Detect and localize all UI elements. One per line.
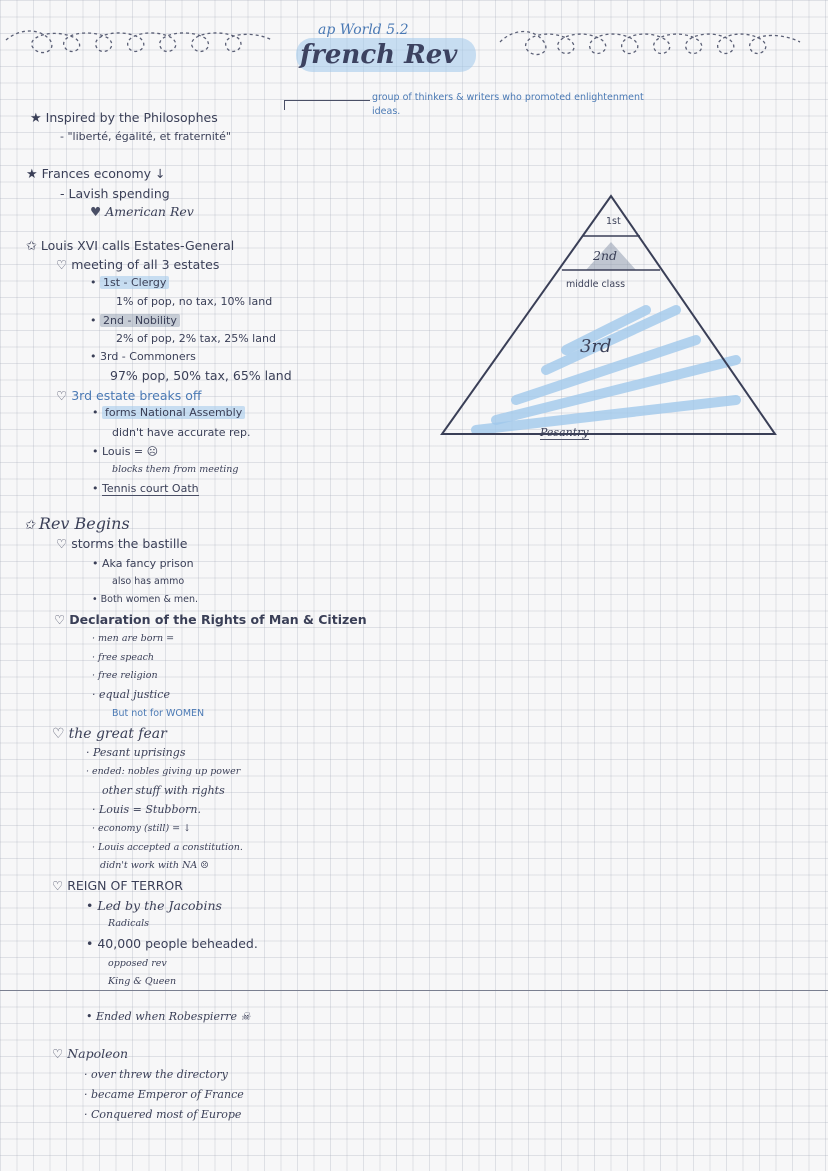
terror-item: • Ended when Robespierre ☠: [86, 1010, 251, 1023]
blocks-meeting: blocks them from meeting: [112, 464, 239, 475]
napoleon-item: · Conquered most of Europe: [84, 1108, 242, 1121]
philosophes-heading: ★ Inspired by the Philosophes: [30, 110, 218, 126]
annotation-tick: [284, 100, 285, 110]
breaks-off: ♡ 3rd estate breaks off: [56, 388, 202, 403]
fear-item: · Louis accepted a constitution.: [92, 842, 243, 853]
fear-item: other stuff with rights: [102, 784, 225, 797]
napoleon-item: · became Emperor of France: [84, 1088, 244, 1101]
napoleon-item: · over threw the directory: [84, 1068, 228, 1081]
louis-reaction: • Louis = ☹: [92, 445, 159, 458]
philosophes-annotation-2: ideas.: [372, 106, 401, 117]
estate-first: • 1st - Clergy: [90, 276, 169, 289]
terror-item: King & Queen: [108, 976, 177, 987]
bastille: ♡ storms the bastille: [56, 536, 188, 551]
pyramid-middle: middle class: [566, 279, 626, 290]
philosophes-motto: - "liberté, égalité, et fraternité": [60, 130, 231, 143]
estate-first-detail: 1% of pop, no tax, 10% land: [116, 295, 273, 308]
annotation-line: [284, 100, 370, 101]
decl-item: But not for WOMEN: [112, 708, 205, 719]
estates-pyramid: [436, 190, 781, 440]
terror-item: • 40,000 people beheaded.: [86, 936, 258, 951]
fear-item: · economy (still) = ↓: [92, 823, 192, 834]
estate-second-detail: 2% of pop, 2% tax, 25% land: [116, 332, 276, 345]
pyramid-base: Pesantry: [540, 426, 589, 439]
terror-item: opposed rev: [108, 958, 167, 969]
both: • Both women & men.: [92, 594, 199, 605]
banner-loops-right: [490, 22, 820, 66]
pyramid-second: 2nd: [593, 248, 618, 263]
page-title: french Rev: [300, 40, 458, 70]
fear-item: · Louis = Stubborn.: [92, 803, 201, 816]
napoleon-heading: ♡ Napoleon: [52, 1046, 129, 1061]
page-subtitle: ap World 5.2: [318, 22, 409, 38]
decl-item: · equal justice: [92, 688, 170, 701]
terror-heading: ♡ REIGN OF TERROR: [52, 878, 183, 893]
philosophes-annotation: group of thinkers & writers who promoted enlightenment: [372, 92, 644, 103]
no-rep: didn't have accurate rep.: [112, 426, 251, 439]
banner-loops-left: [0, 22, 290, 66]
estates-heading: ✩ Louis XVI calls Estates-General: [26, 238, 235, 254]
estate-third: • 3rd - Commoners: [90, 350, 196, 363]
estates-meeting: ♡ meeting of all 3 estates: [56, 257, 220, 272]
fear-item: · ended: nobles giving up power: [86, 766, 241, 777]
decl-item: · men are born =: [92, 633, 175, 644]
economy-item: - Lavish spending: [60, 186, 170, 201]
rev-heading: ✩ Rev Begins: [24, 514, 130, 533]
economy-item: ♥ American Rev: [90, 204, 194, 219]
fear-item: · Pesant uprisings: [86, 746, 186, 759]
tennis-oath: • Tennis court Oath: [92, 482, 199, 495]
ammo: also has ammo: [112, 576, 185, 587]
decl-item: · free speach: [92, 652, 155, 663]
terror-item: • Led by the Jacobins: [86, 898, 222, 913]
national-assembly: • forms National Assembly: [92, 406, 245, 419]
page-divider: [0, 990, 828, 991]
fear-heading: ♡ the great fear: [52, 726, 167, 742]
estate-third-detail: 97% pop, 50% tax, 65% land: [110, 368, 292, 383]
pyramid-third: 3rd: [580, 336, 612, 357]
terror-item: Radicals: [108, 918, 150, 929]
decl-item: · free religion: [92, 670, 158, 681]
aka: • Aka fancy prison: [92, 557, 194, 570]
fear-item: didn't work with NA ☹: [100, 860, 209, 871]
declaration: ♡ Declaration of the Rights of Man & Citizen: [54, 612, 367, 627]
economy-heading: ★ Frances economy ↓: [26, 166, 166, 182]
estate-second: • 2nd - Nobility: [90, 314, 180, 327]
pyramid-first: 1st: [606, 216, 621, 227]
